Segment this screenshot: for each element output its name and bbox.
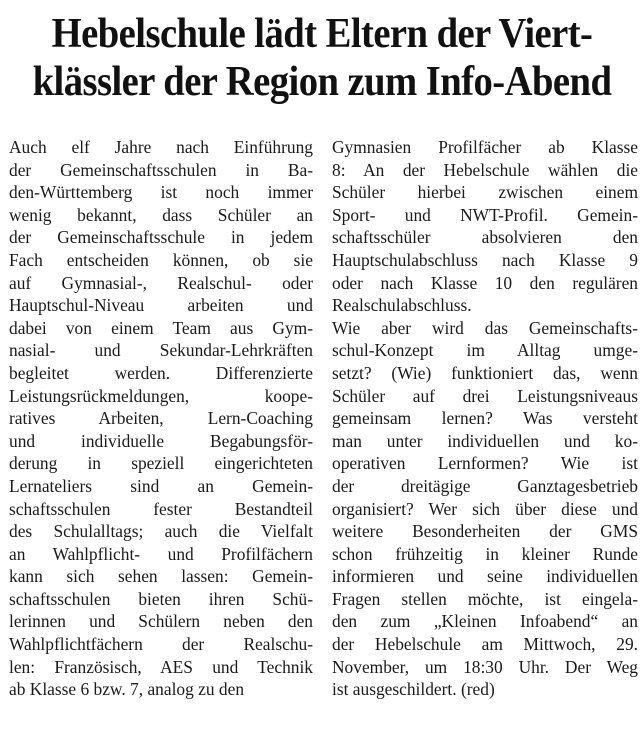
article-text-line: ab Klasse 6 bzw. 7, analog zu den <box>9 679 245 700</box>
article-text-line: schul-Konzept im Alltag umge- <box>332 340 638 361</box>
article-text-line: setzt? (Wie) funktioniert das, wenn <box>332 362 638 383</box>
headline <box>26 10 618 106</box>
article-text-line: informieren und seine individuellen <box>332 566 638 587</box>
article-text-line: der dreitägige Ganztagesbetrieb <box>332 475 638 496</box>
article-text-line: schaftsschulen fester Bestandteil <box>9 498 313 519</box>
article-text-line: oder nach Klasse 10 den regulären <box>332 272 638 293</box>
article-text-line: ist ausgeschildert. (red) <box>332 679 495 700</box>
article-text-line: Gymnasien Profilfächer ab Klasse <box>332 137 638 157</box>
article-text-line: Schüler auf drei Leistungsniveaus <box>332 385 638 406</box>
article-text-line: November, um 18:30 Uhr. Der Weg <box>332 656 638 677</box>
article-text-line: Lernateliers sind an Gemein- <box>9 475 313 496</box>
article-text-line: wenig bekannt, dass Schüler an <box>9 204 313 225</box>
article-text-line: 8: An der Hebelschule wählen die <box>332 159 638 180</box>
article-text-line: Schüler hierbei zwischen einem <box>332 182 638 203</box>
article-text-line: lerinnen und Schülern neben den <box>9 611 313 632</box>
article-text-line: der Gemeinschaftsschulen in Ba- <box>9 159 313 180</box>
article-text-line: des Schulalltags; auch die Vielfalt <box>9 521 313 542</box>
article-text-line: der Hebelschule am Mittwoch, 29. <box>332 634 638 655</box>
article-text-line: Hauptschulabschluss nach Klasse 9 <box>332 249 638 270</box>
article-text-line: auf Gymnasial-, Realschul- oder <box>9 272 313 293</box>
article-text-line: schon frühzeitig in kleiner Runde <box>332 543 638 564</box>
headline-line: Hebelschule lädt Eltern der Viert- <box>51 11 593 57</box>
article-text-line: gemeinsam lernen? Was versteht <box>332 408 638 429</box>
article-text-line: nasial- und Sekundar-Lehrkräften <box>9 340 313 361</box>
article-text-line: Leistungsrückmeldungen, koope- <box>9 385 313 406</box>
article-text-line: ratives Arbeiten, Lern-Coaching <box>9 408 313 429</box>
article-column-left <box>9 136 313 701</box>
article-text-line: an Wahlpflicht- und Profilfächern <box>9 543 313 564</box>
article-text-line: organisiert? Wer sich über diese und <box>332 498 638 519</box>
article-text-line: dabei von einem Team aus Gym- <box>9 317 313 338</box>
article-text-line: Fragen stellen möchte, ist eingela- <box>332 588 638 609</box>
article-text-line: operativen Lernformen? Wie ist <box>332 453 638 474</box>
article-text-line: Wahlpflichtfächern der Realschu- <box>9 634 313 655</box>
article-text-line: der Gemeinschaftsschule in jedem <box>9 227 313 248</box>
article-column-right <box>332 136 638 701</box>
article-text-line: weitere Besonderheiten der GMS <box>332 521 638 542</box>
article-text-line: und individuelle Begabungsför- <box>9 430 313 451</box>
article-text-line: len: Französisch, AES und Technik <box>9 656 313 677</box>
headline-line: klässler der Region zum Info-Abend <box>32 59 612 105</box>
article-text-line: kann sich sehen lassen: Gemein- <box>9 566 313 587</box>
article-text-line: Wie aber wird das Gemeinschafts- <box>332 317 638 338</box>
article-text-line: Auch elf Jahre nach Einführung <box>9 137 313 157</box>
article-text-line: den-Württemberg ist noch immer <box>9 182 313 203</box>
article-text-line: den zum „Kleinen Infoabend“ an <box>332 611 638 632</box>
article-text-line: man unter individuellen und ko- <box>332 430 638 451</box>
article-text-line: derung in speziell eingerichteten <box>9 453 313 474</box>
article-text-line: Hauptschul-Niveau arbeiten und <box>9 295 313 316</box>
article-text-line: Sport- und NWT-Profil. Gemein- <box>332 204 638 225</box>
article-text-line: schaftsschüler absolvieren den <box>332 227 638 248</box>
article-text-line: begleitet werden. Differenzierte <box>9 362 313 383</box>
article-text-line: Realschulabschluss. <box>332 295 472 316</box>
article-text-line: schaftsschulen bieten ihren Schü- <box>9 588 313 609</box>
article-text-line: Fach entscheiden können, ob sie <box>9 249 313 270</box>
